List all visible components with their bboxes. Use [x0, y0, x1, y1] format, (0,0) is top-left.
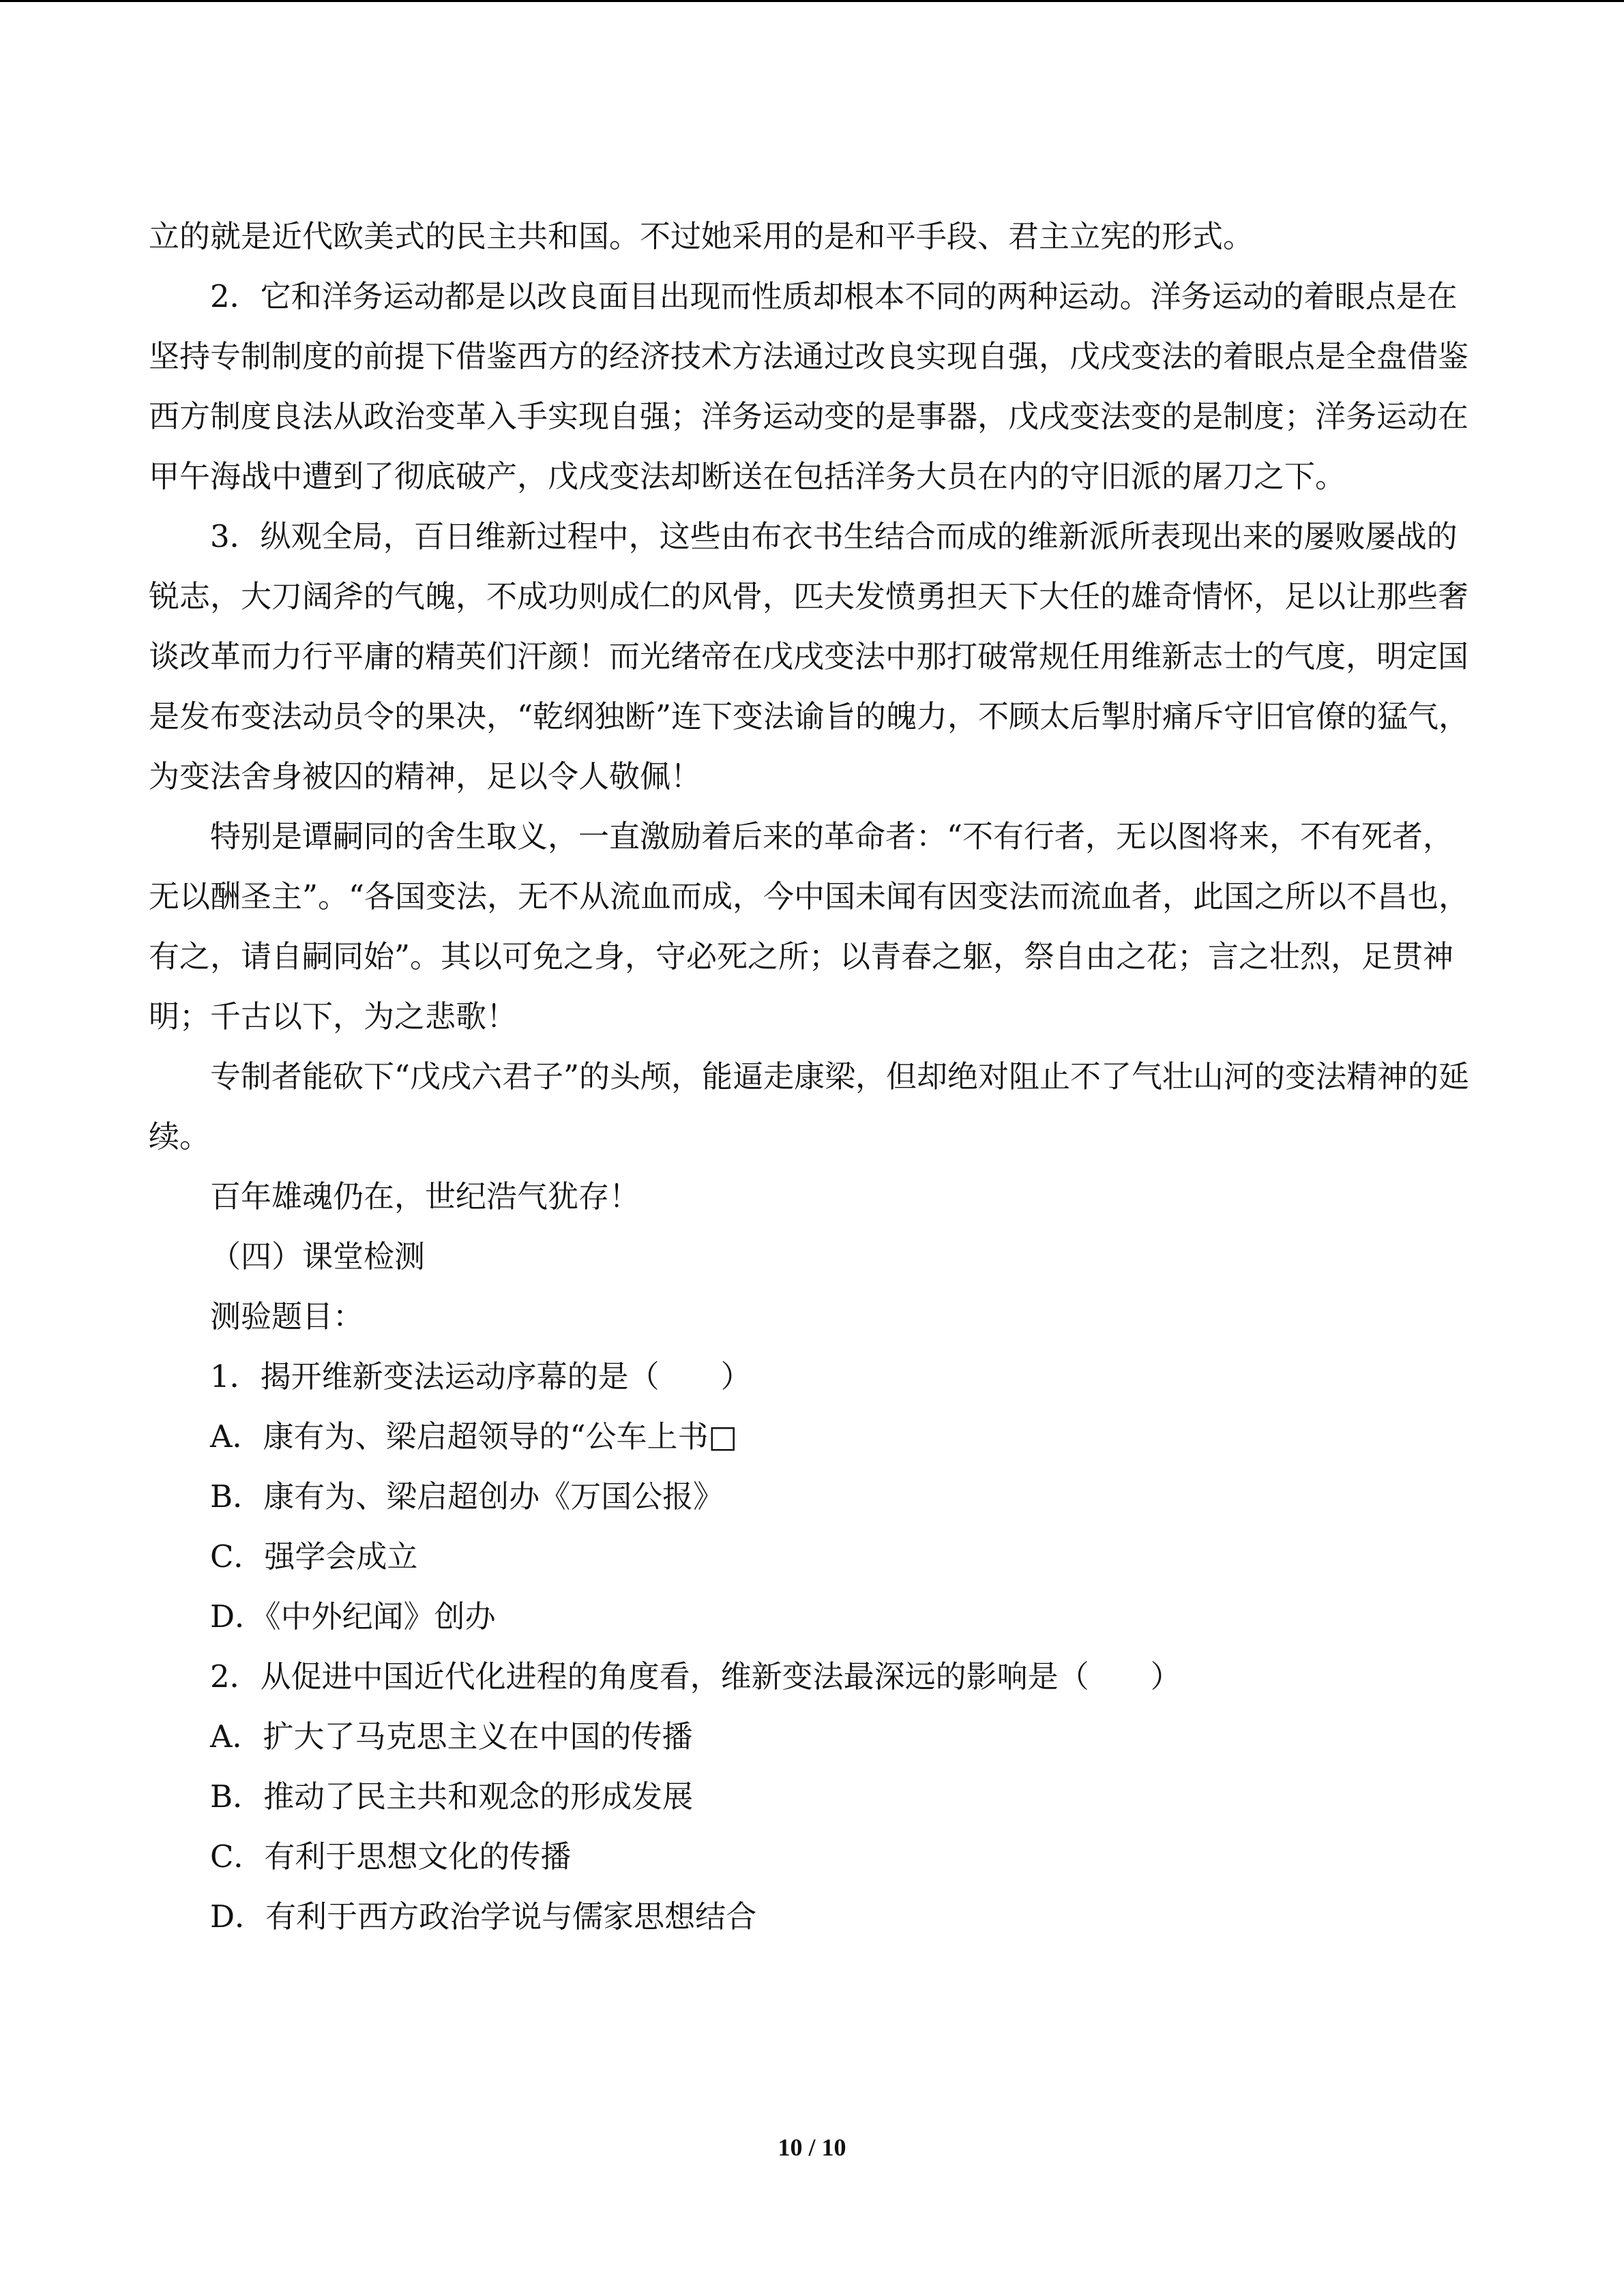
question-1-option-a: A．康有为、梁启超领导的“公车上书□ — [210, 1418, 738, 1455]
quiz-label: 测验题目： — [210, 1298, 364, 1335]
question-2-option-b: B．推动了民主共和观念的形成发展 — [210, 1778, 694, 1815]
question-1-option-d: D．《中外纪闻》创办 — [210, 1598, 496, 1635]
question-1-option-b: B．康有为、梁启超创办《万国公报》 — [210, 1478, 724, 1515]
paragraph-6: 百年雄魂仍在，世纪浩气犹存！ — [210, 1178, 640, 1214]
question-2-option-d: D．有利于西方政治学说与儒家思想结合 — [210, 1898, 757, 1935]
question-2: 2．从促进中国近代化进程的角度看，维新变法最深远的影响是（ ） — [210, 1658, 1181, 1695]
question-2-option-a: A．扩大了马克思主义在中国的传播 — [210, 1718, 693, 1755]
paragraph-2: 2．它和洋务运动都是以改良面目出现而性质却根本不同的两种运动。洋务运动的着眼点是在坚持专制制度的前提下借鉴西方的经济技术方法通过改良实现自强，戊戌变法的着眼点是全盘借鉴西方制度良法从政治变革入手实现自强；洋务运动变的是事器，戊戌变法变的是制度；洋务运动在甲午海战中遭到了彻底破产，戊戌变法却断送在包括洋务大员在内的守旧派的屠刀之下。 — [149, 278, 1469, 494]
page-number: 10 / 10 — [778, 2134, 846, 2161]
document-body — [149, 207, 1475, 1947]
section-heading-classroom-test: （四）课堂检测 — [210, 1238, 426, 1274]
paragraph-4: 特别是谭嗣同的舍生取义，一直激励着后来的革命者：“不有行者，无以图将来，不有死者，无以酬圣主”。“各国变法，无不从流血而成，今中国未闻有因变法而流血者，此国之所以不昌也，有之，请自嗣同始”。其以可免之身，守必死之所；以青春之躯，祭自由之花；言之壮烈，足贯神明；千古以下，为之悲歌！ — [149, 818, 1470, 1034]
question-1-option-c: C．强学会成立 — [210, 1538, 418, 1575]
paragraph-3: 3．纵观全局，百日维新过程中，这些由布衣书生结合而成的维新派所表现出来的屡败屡战的锐志，大刀阔斧的气魄，不成功则成仁的风骨，匹夫发愤勇担天下大任的雄奇情怀，足以让那些奢谈改革而力行平庸的精英们汗颜！而光绪帝在戊戌变法中那打破常规任用维新志士的气度，明定国是发布变法动员令的果决，“乾纲独断”连下变法谕旨的魄力，不顾太后掣肘痛斥守旧官僚的猛气，为变法舍身被囚的精神，足以令人敬佩！ — [149, 518, 1470, 794]
paragraph-5: 专制者能砍下“戊戌六君子”的头颅，能逼走康梁，但却绝对阻止不了气壮山河的变法精神的延续。 — [149, 1058, 1470, 1154]
paragraph-1: 立的就是近代欧美式的民主共和国。不过她采用的是和平手段、君主立宪的形式。 — [149, 218, 1254, 254]
question-2-option-c: C．有利于思想文化的传播 — [210, 1838, 572, 1875]
question-1: 1．揭开维新变法运动序幕的是（ ） — [210, 1358, 752, 1395]
